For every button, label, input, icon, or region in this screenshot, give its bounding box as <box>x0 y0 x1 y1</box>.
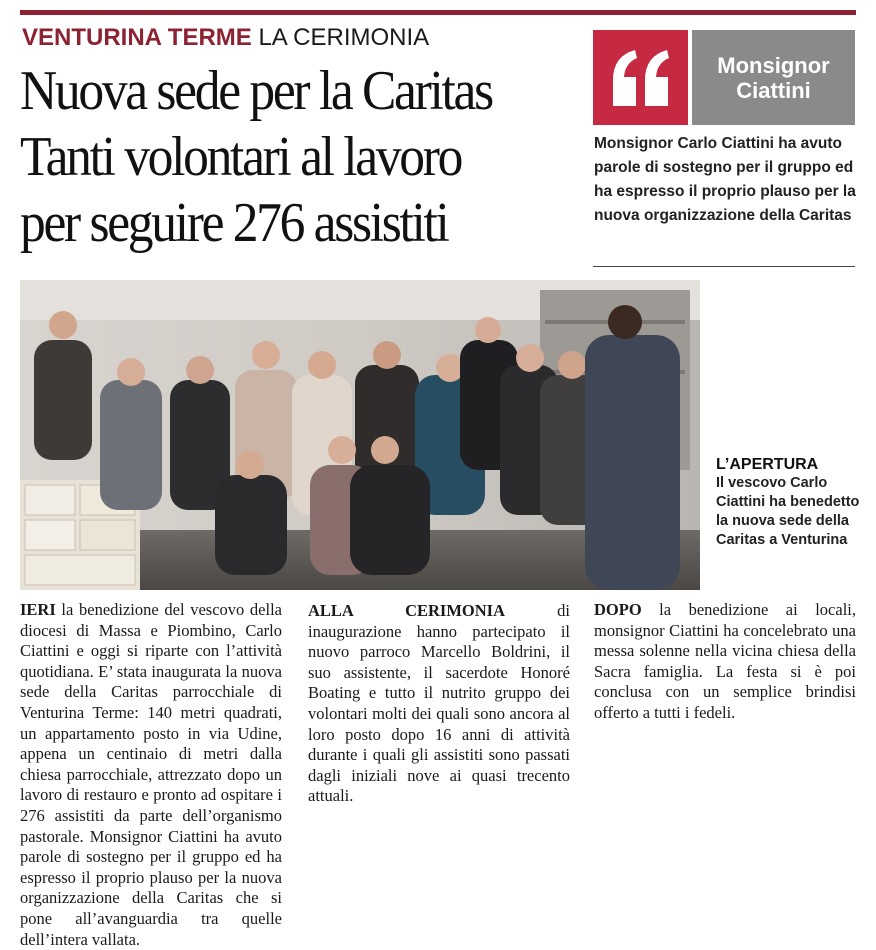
quote-divider <box>593 266 855 267</box>
quote-text: Monsignor Carlo Ciattini ha avuto parole di sostegno per il gruppo ed ha espresso il proprio plauso per la nuova organizzazione della Caritas <box>594 135 856 224</box>
paragraph-lead: IERI <box>20 600 56 619</box>
quote-mark-box <box>593 30 688 125</box>
quote-speaker: Monsignor Ciattini <box>692 30 855 125</box>
body-paragraph-2 <box>308 601 570 807</box>
body-column-3 <box>594 600 856 724</box>
headline <box>20 58 535 256</box>
kicker-place: VENTURINA TERME <box>22 24 252 51</box>
headline-line-1: Nuova sede per la Caritas <box>20 60 492 122</box>
paragraph-lead: ALLA CERIMONIA <box>308 601 505 620</box>
quote-mark-icon <box>609 50 673 106</box>
kicker <box>22 24 429 52</box>
body-column-1 <box>20 600 282 950</box>
body-paragraph-1 <box>20 600 282 950</box>
body-column-2 <box>308 601 570 807</box>
body-paragraph-3 <box>594 600 856 724</box>
kicker-topic: LA CERIMONIA <box>258 24 430 51</box>
paragraph-text: di inaugurazione hanno partecipato il nuovo parroco Marcello Boldrini, il suo assistente, il sacerdote Honoré Boating e tutto il nutrito gruppo dei volontari molti dei quali sono ancora al loro posto dopo 16 anni di attività durante i quali gli assistiti sono passati dagli iniziali nove ai quasi trecento attuali. <box>308 601 570 806</box>
caption-title: L’APERTURA <box>716 456 819 473</box>
caption-text: Il vescovo Carlo Ciattini ha benedetto la nuova sede della Caritas a Venturina <box>716 475 860 548</box>
paragraph-lead: DOPO <box>594 600 642 619</box>
paragraph-text: la benedizione ai locali, monsignor Ciattini ha concelebrato una messa solenne nella vicina chiesa della Sacra famiglia. La festa si è poi conclusa con un semplice brindisi offerto a tutti i fedeli. <box>594 600 856 722</box>
headline-line-3: per seguire 276 assistiti <box>20 192 448 254</box>
photo-caption <box>716 455 861 550</box>
top-rule <box>20 10 856 15</box>
paragraph-text: la benedizione del vescovo della diocesi di Massa e Piombino, Carlo Ciattini e oggi si riparte con l’attività quotidiana. E’ stata inaugurata la nuova sede della Caritas parrocchiale di Venturina Terme: 140 metri quadrati, un appartamento posto in via Udine, appena un centinaio di metri dalla chiesa parrocchiale, attrezzato dopo un lavoro di restauro e pronto ad ospitare i 276 assistiti da parte dell’organismo pastorale. Monsignor Ciattini ha avuto parole di sostegno per il gruppo ed ha espresso il proprio plauso per la nuova organizzazione della Caritas che si pone all’avanguardia tra quelle dell’intera vallata. <box>20 600 282 949</box>
group-photo <box>20 280 700 590</box>
headline-line-2: Tanti volontari al lavoro <box>20 126 462 188</box>
